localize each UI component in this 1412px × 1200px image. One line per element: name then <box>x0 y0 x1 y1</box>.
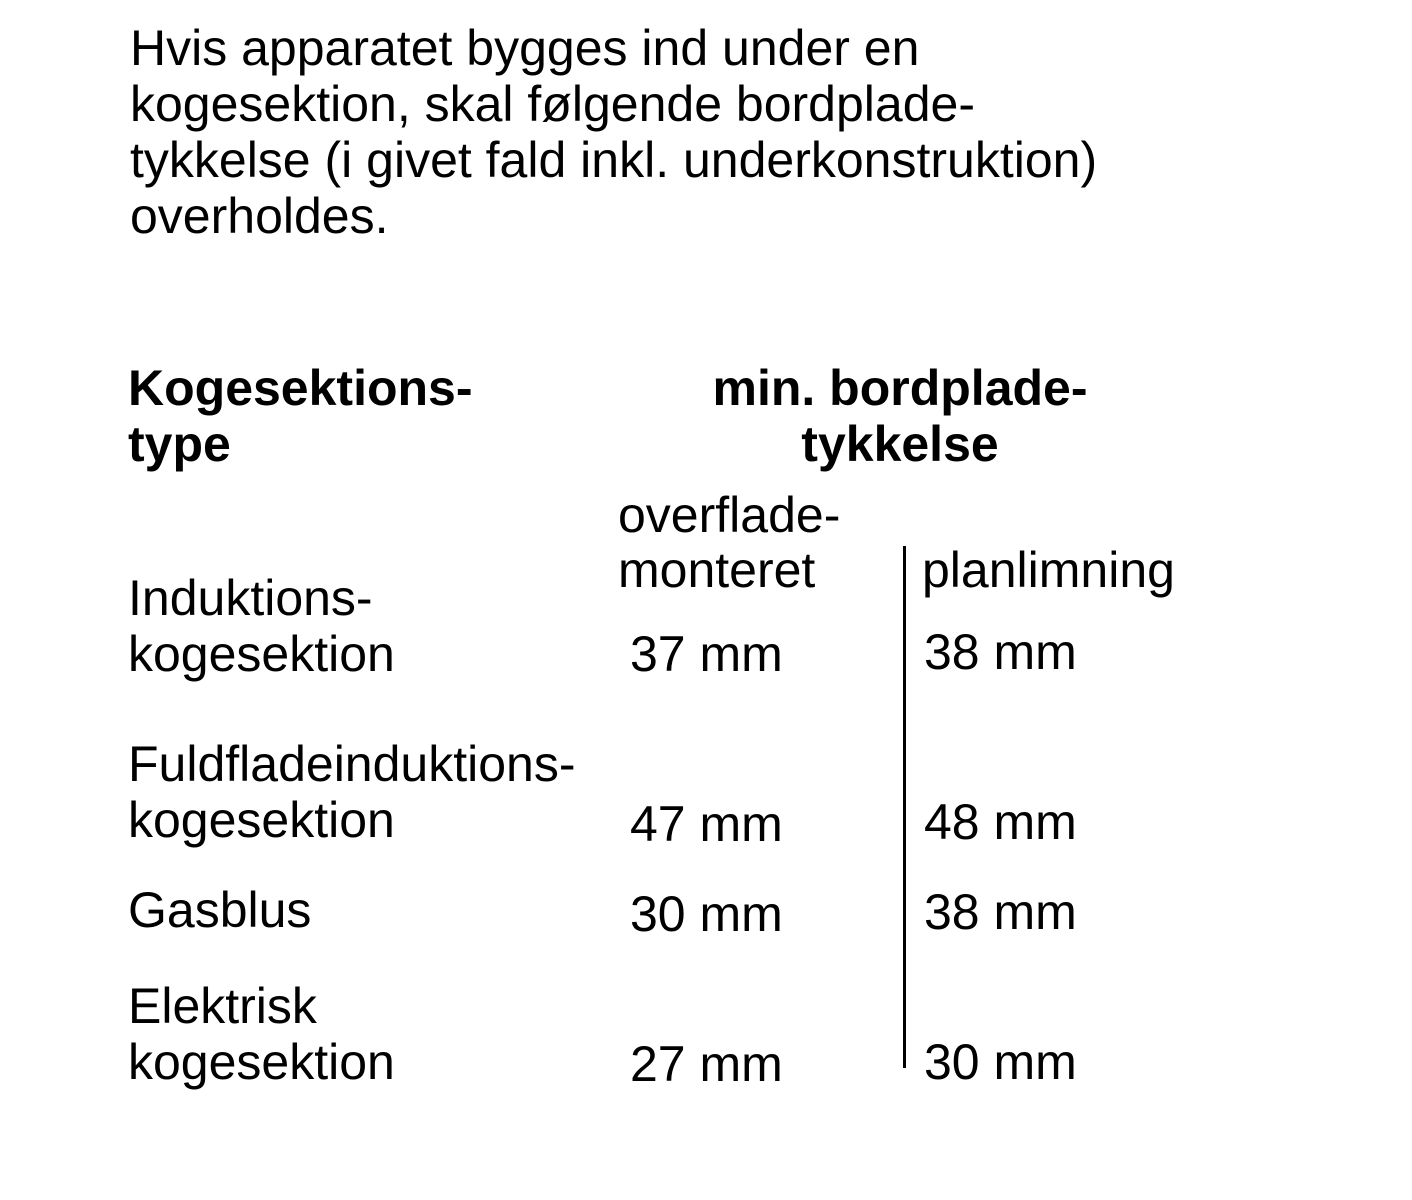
row-3-type: Gasblus <box>128 882 312 938</box>
row-4-surface-value: 27 mm <box>630 1036 783 1092</box>
row-4-flush-value: 30 mm <box>924 1034 1077 1090</box>
header-thickness-line-2: tykkelse <box>801 416 999 472</box>
header-thickness-line-1: min. bordplade- <box>712 360 1088 416</box>
row-3-surface-value: 30 mm <box>630 886 783 942</box>
row-1-type-line-2: kogesektion <box>128 626 395 682</box>
header-type-line-1: Kogesektions- <box>128 360 473 416</box>
row-4-type-line-2: kogesektion <box>128 1034 395 1090</box>
row-1-type-line-1: Induktions- <box>128 570 373 626</box>
row-2-type-line-2: kogesektion <box>128 792 395 848</box>
intro-paragraph <box>130 20 1097 244</box>
intro-line-2: kogesektion, skal følgende bordplade- <box>130 76 975 132</box>
intro-line-4: overholdes. <box>130 188 389 244</box>
row-1-flush-value: 38 mm <box>924 624 1077 680</box>
intro-line-1: Hvis apparatet bygges ind under en <box>130 20 920 76</box>
subheader-surface-line-1: overflade- <box>618 487 841 543</box>
row-2-type-line-1: Fuldfladeinduktions- <box>128 736 576 792</box>
intro-line-3: tykkelse (i givet fald inkl. underkonstruktion) <box>130 132 1098 188</box>
column-divider <box>903 546 906 1068</box>
header-type-line-2: type <box>128 416 231 472</box>
row-2-flush-value: 48 mm <box>924 794 1077 850</box>
subheader-flush: planlimning <box>922 542 1175 598</box>
subheader-surface-line-2: monteret <box>618 542 816 598</box>
row-4-type-line-1: Elektrisk <box>128 978 317 1034</box>
row-3-flush-value: 38 mm <box>924 884 1077 940</box>
row-1-surface-value: 37 mm <box>630 626 783 682</box>
row-2-surface-value: 47 mm <box>630 796 783 852</box>
